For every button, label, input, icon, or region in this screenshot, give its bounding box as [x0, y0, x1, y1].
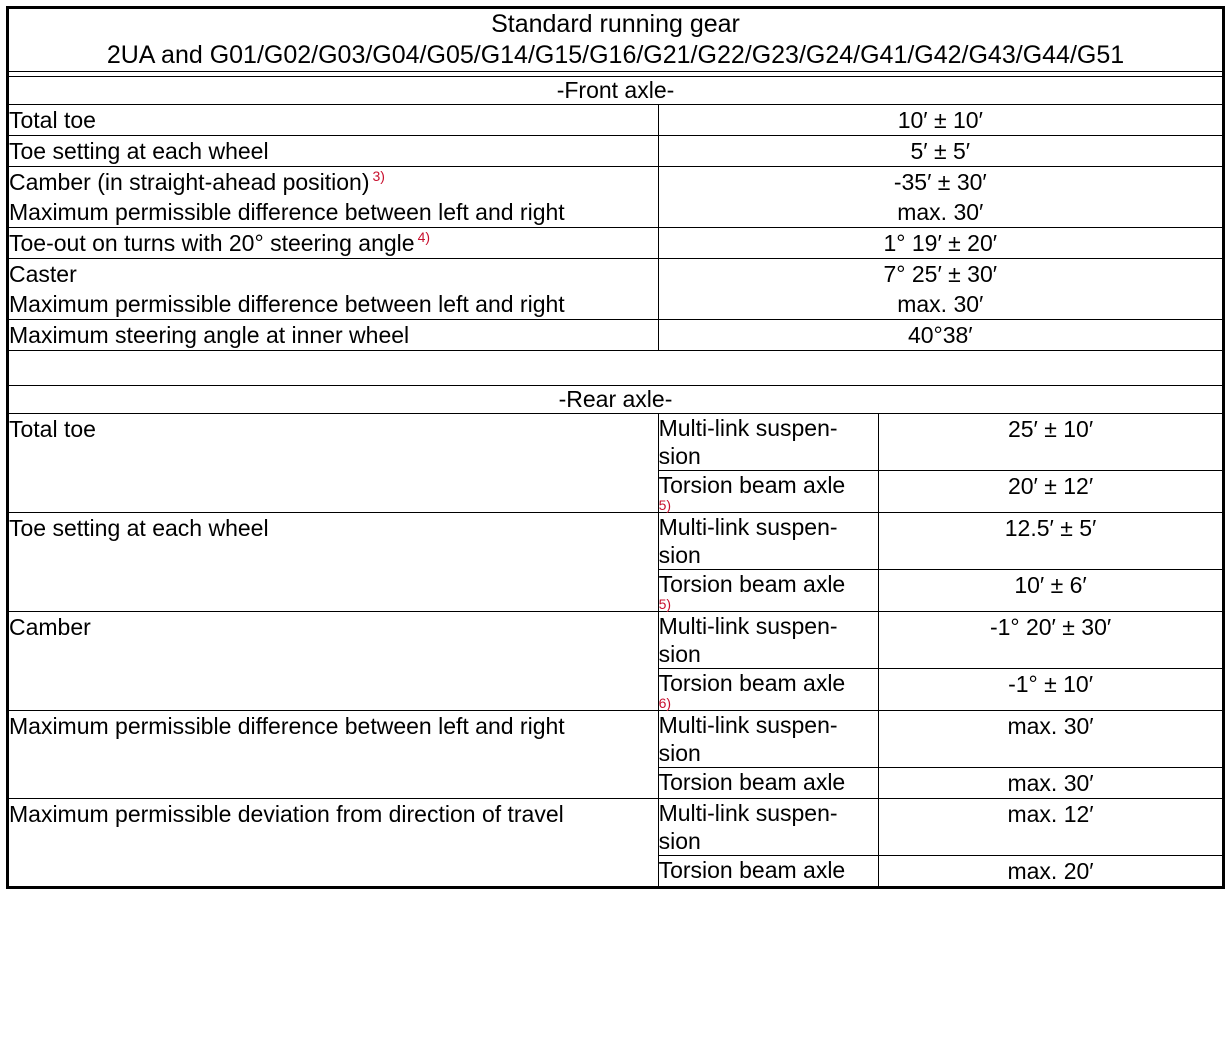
variant-label-line: sion: [658, 740, 701, 766]
row-value: max. 30′: [879, 768, 1224, 799]
row-label-line: Caster: [9, 261, 77, 287]
row-value: 10′ ± 6′: [879, 570, 1224, 612]
row-label-line: Maximum permissible difference between left and right: [9, 199, 565, 225]
row-value: [658, 320, 1223, 351]
variant-label-line: Torsion beam axle: [658, 670, 846, 696]
table-row: [8, 228, 1224, 259]
row-value: max. 20′: [879, 856, 1224, 888]
row-label: Maximum permissible difference between left and right: [8, 711, 659, 799]
variant-label: [658, 471, 879, 513]
variant-label-line: Torsion beam axle: [658, 571, 846, 597]
footnote-marker: 6): [658, 695, 672, 711]
table-body: [8, 8, 1224, 888]
variant-label: [658, 612, 879, 669]
row-label-line: Toe setting at each wheel: [9, 138, 269, 164]
row-label: Total toe: [8, 414, 659, 513]
row-label-line: Maximum permissible difference between left and right: [9, 291, 565, 317]
variant-label-line: sion: [658, 641, 701, 667]
row-value: -1° 20′ ± 30′: [879, 612, 1224, 669]
variant-label-line: Multi-link suspen-: [658, 712, 838, 738]
table-title: [8, 8, 1224, 72]
row-value: [658, 167, 1223, 228]
row-label: Toe setting at each wheel: [8, 513, 659, 612]
row-value: 20′ ± 12′: [879, 471, 1224, 513]
row-value-line: 7° 25′ ± 30′: [883, 261, 998, 287]
row-label: [8, 105, 659, 136]
variant-label-line: Multi-link suspen-: [658, 514, 838, 540]
table-row: [8, 105, 1224, 136]
variant-label: [658, 856, 879, 888]
table-row: [8, 513, 1224, 570]
variant-label-line: sion: [658, 542, 701, 568]
row-value-line: -35′ ± 30′: [893, 169, 987, 195]
row-label: [8, 228, 659, 259]
variant-label: [658, 414, 879, 471]
row-label-text: Toe-out on turns with 20° steering angle: [9, 230, 415, 256]
table-row: [8, 136, 1224, 167]
variant-label-line: Multi-link suspen-: [658, 415, 838, 441]
row-value: max. 30′: [879, 711, 1224, 768]
variant-label-line: Torsion beam axle: [658, 769, 846, 795]
variant-label: [658, 570, 879, 612]
row-value: [658, 228, 1223, 259]
row-label-line: Maximum steering angle at inner wheel: [9, 322, 410, 348]
rear-axle-heading-row: [8, 386, 1224, 414]
footnote-marker: 5): [658, 497, 672, 513]
footnote-marker: 5): [658, 596, 672, 612]
variant-label-line: sion: [658, 443, 701, 469]
row-value: 25′ ± 10′: [879, 414, 1224, 471]
row-value-line: 40°38′: [907, 322, 973, 348]
row-label-line: [9, 167, 658, 197]
row-value: 12.5′ ± 5′: [879, 513, 1224, 570]
variant-label: [658, 669, 879, 711]
title-line-1: Standard running gear: [491, 10, 740, 38]
table-row: [8, 259, 1224, 320]
row-label-line: [9, 228, 658, 258]
row-label-line: Total toe: [9, 107, 96, 133]
row-label: [8, 259, 659, 320]
variant-label: [658, 768, 879, 799]
footnote-marker: 3): [372, 168, 385, 185]
row-label: Maximum permissible deviation from direction of travel: [8, 799, 659, 888]
row-value-line: max. 30′: [897, 291, 984, 317]
variant-label-line: Multi-link suspen-: [658, 613, 838, 639]
variant-label: [658, 513, 879, 570]
row-value: max. 12′: [879, 799, 1224, 856]
table-row: [8, 711, 1224, 768]
table-row: [8, 414, 1224, 471]
variant-label-line: Torsion beam axle: [658, 472, 846, 498]
row-value-line: 10′ ± 10′: [897, 107, 983, 133]
table-row: [8, 320, 1224, 351]
variant-label-line: sion: [658, 828, 701, 854]
table-row: [8, 167, 1224, 228]
variant-label: [658, 711, 879, 768]
title-row: [8, 8, 1224, 72]
row-label: [8, 136, 659, 167]
row-value-line: max. 30′: [897, 199, 984, 225]
row-label: Camber: [8, 612, 659, 711]
table-row: [8, 612, 1224, 669]
row-value: [658, 105, 1223, 136]
row-label: [8, 320, 659, 351]
table-row: [8, 799, 1224, 856]
row-value: [658, 136, 1223, 167]
variant-label: [658, 799, 879, 856]
row-value: [658, 259, 1223, 320]
row-label: [8, 167, 659, 228]
row-label-text: Camber (in straight-ahead position): [9, 169, 370, 195]
row-value-line: 1° 19′ ± 20′: [883, 230, 998, 256]
section-spacer-row: [8, 351, 1224, 386]
variant-label-line: Torsion beam axle: [658, 857, 846, 883]
variant-label-line: Multi-link suspen-: [658, 800, 838, 826]
front-axle-heading-row: [8, 77, 1224, 105]
footnote-marker: 4): [417, 229, 431, 246]
rear-axle-heading: -Rear axle-: [8, 386, 1224, 414]
running-gear-spec-table: [6, 6, 1225, 889]
row-value-line: 5′ ± 5′: [910, 138, 971, 164]
front-axle-heading: -Front axle-: [8, 77, 1224, 105]
row-value: -1° ± 10′: [879, 669, 1224, 711]
title-line-2: 2UA and G01/G02/G03/G04/G05/G14/G15/G16/G21/G22/G23/G24/G41/G42/G43/G44/G51: [106, 41, 1125, 69]
section-spacer: [8, 351, 1224, 386]
